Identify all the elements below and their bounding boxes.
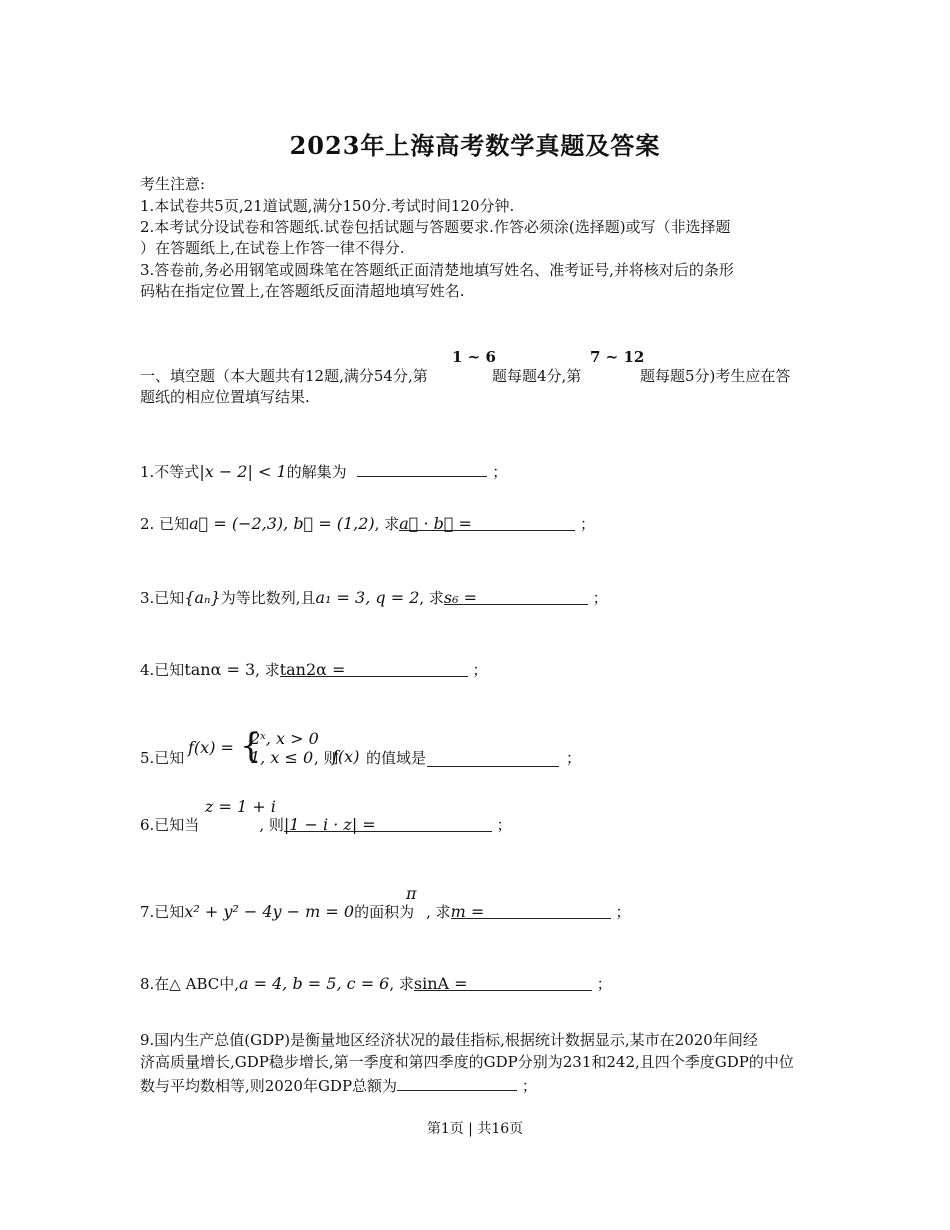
notice-heading: 考生注意: xyxy=(140,175,206,193)
section1-part-a: 一、填空题（本大题共有12题,满分54分,第 xyxy=(140,367,428,385)
question-2: 2. 已知a⃗ = (−2,3), b⃗ = (1,2), 求a⃗ · b⃗ = ； xyxy=(140,514,596,533)
question-1: 1.不等式|x − 2| < 1的解集为 ； xyxy=(140,462,508,481)
question-8: 8.在△ ABC中,a = 4, b = 5, c = 6, 求sinA = ； xyxy=(140,974,612,993)
page-footer: 第1页 | 共16页 xyxy=(426,1121,524,1137)
question-3: 3.已知{aₙ}为等比数列,且a₁ = 3, q = 2, 求s₆ = ； xyxy=(140,588,608,607)
question-9-line-1: 9.国内生产总值(GDP)是衡量地区经济状况的最佳指标,根据统计数据显示,某市在2020年间经 xyxy=(140,1031,758,1049)
answer-blank-3[interactable]: s₆ = xyxy=(444,588,588,605)
question-5: 5.已知 f(x) = { 2ˣ, x > 0 1, x ≤ 0 , 则 f(x) 的值域是 ； xyxy=(140,726,582,767)
answer-blank-6[interactable]: |1 − i · z| = xyxy=(284,815,492,832)
section1-line-2: 题纸的相应位置填写结果. xyxy=(140,388,310,406)
question-9-line-3: 数与平均数相等,则2020年GDP总额为 ； xyxy=(140,1074,537,1096)
section1-range-2: 7 ~ 12 xyxy=(590,348,645,366)
notice-line-3a: 3.答卷前,务必用钢笔或圆珠笔在答题纸正面清楚地填写姓名、准考证号,并将核对后的条形 xyxy=(140,261,734,279)
section1-range-1: 1 ~ 6 xyxy=(452,348,496,366)
notice-line-1: 1.本试卷共5页,21道试题,满分150分.考试时间120分钟. xyxy=(140,197,515,215)
question-6: 6.已知当 , 则|1 − i · z| = ； xyxy=(140,815,512,834)
answer-blank-9[interactable] xyxy=(397,1074,517,1091)
page-title: 2023年上海高考数学真题及答案 xyxy=(289,131,661,160)
notice-line-3b: 码粘在指定位置上,在答题纸反面清超地填写姓名. xyxy=(140,282,465,300)
brace: { xyxy=(240,726,262,766)
question-7: 7.已知x² + y² − 4y − m = 0的面积为 , 求m = ； xyxy=(140,902,631,921)
answer-blank-4[interactable]: tan2α = xyxy=(280,660,468,677)
notice-line-2b: ）在答题纸上,在试卷上作答一律不得分. xyxy=(140,239,405,257)
answer-blank-8[interactable]: sinA = xyxy=(414,974,592,991)
question-9-line-2: 济高质量增长,GDP稳步增长,第一季度和第四季度的GDP分别为231和242,且四个季度GDP的中位 xyxy=(140,1053,794,1071)
answer-blank-7[interactable]: m = xyxy=(451,902,611,919)
section1-part-b: 题每题4分,第 xyxy=(492,367,582,385)
section1-part-c: 题每题5分)考生应在答 xyxy=(640,367,791,385)
answer-blank-2[interactable]: a⃗ · b⃗ = xyxy=(399,514,575,531)
q7-pi: π xyxy=(406,884,417,903)
answer-blank-5[interactable] xyxy=(427,750,559,767)
notice-line-2a: 2.本考试分设试卷和答题纸.试卷包括试题与答题要求.作答必须涂(选择题)或写（非选择题 xyxy=(140,218,731,236)
answer-blank-1[interactable] xyxy=(357,460,487,477)
q6-z: z = 1 + i xyxy=(205,797,276,816)
question-4: 4.已知tanα = 3, 求tan2α = ； xyxy=(140,660,488,679)
